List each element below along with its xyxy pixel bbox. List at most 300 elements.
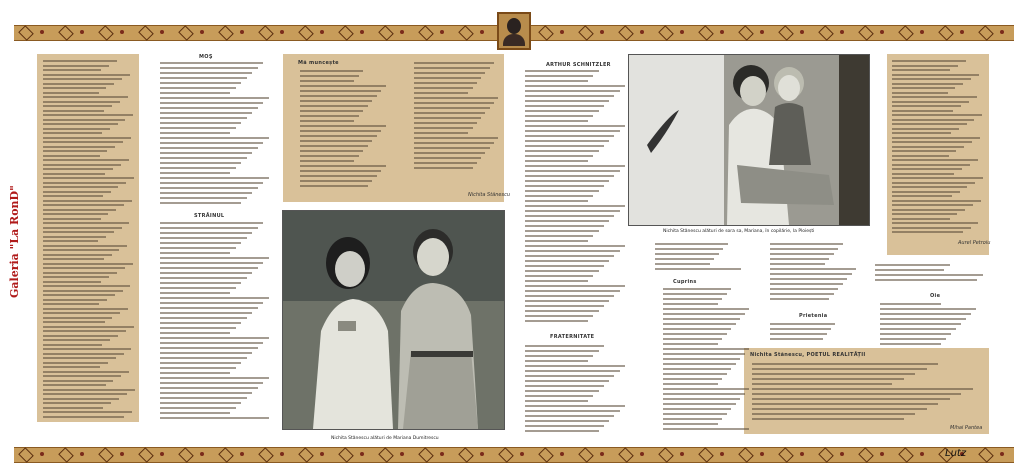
text-line — [892, 74, 979, 76]
text-line — [525, 210, 620, 212]
text-line — [43, 398, 119, 400]
text-line — [300, 170, 381, 172]
text-line — [300, 140, 372, 142]
band-ornament — [578, 25, 594, 41]
text-line — [525, 270, 599, 272]
text-line — [43, 173, 105, 175]
text-line — [43, 308, 128, 310]
text-line — [525, 185, 604, 187]
text-line — [525, 220, 609, 222]
text-line — [663, 363, 736, 365]
text-line — [880, 323, 961, 325]
text-line — [300, 85, 386, 87]
text-line — [892, 114, 982, 116]
band-ornament — [818, 25, 834, 41]
col4-mid-title: FRATERNITATE — [550, 334, 595, 340]
band-ornament — [840, 452, 844, 456]
text-line — [160, 357, 247, 359]
col2-title: MOŞ — [199, 54, 213, 60]
text-line — [160, 77, 247, 79]
text-line — [43, 353, 124, 355]
band-ornament — [480, 452, 484, 456]
band-ornament — [960, 30, 964, 34]
text-line — [160, 372, 230, 374]
text-line — [525, 310, 599, 312]
text-line — [892, 164, 970, 166]
text-line — [300, 110, 363, 112]
band-ornament — [80, 30, 84, 34]
band-ornament — [880, 30, 884, 34]
text-line — [160, 152, 252, 154]
text-line — [525, 180, 609, 182]
text-line — [770, 258, 829, 260]
text-line — [875, 274, 983, 276]
text-line — [160, 397, 247, 399]
text-line — [414, 137, 498, 139]
text-line — [43, 407, 103, 409]
text-line — [43, 105, 112, 107]
text-line — [160, 377, 269, 379]
text-line — [892, 141, 972, 143]
band-ornament — [818, 447, 834, 463]
caption-photo-children: Nichita Stănescu alături de sora sa, Mariana, în copilărie, la Ploiești — [663, 229, 815, 234]
band-ornament — [240, 452, 244, 456]
text-line — [300, 135, 377, 137]
band-ornament — [1000, 452, 1004, 456]
logo-text: Galeria "La RonD" — [8, 185, 21, 298]
galeria-la-rond-logo — [4, 170, 24, 300]
text-line — [43, 362, 108, 364]
text-line — [160, 127, 236, 129]
text-line — [43, 155, 100, 157]
text-line — [752, 408, 927, 410]
text-line — [160, 192, 252, 194]
text-line — [160, 277, 247, 279]
text-line — [300, 145, 368, 147]
band-ornament — [418, 447, 434, 463]
text-line — [892, 96, 977, 98]
text-line — [43, 222, 129, 224]
text-line — [770, 288, 838, 290]
band-ornament — [600, 452, 604, 456]
corner-signature: Lutz — [945, 448, 967, 459]
text-line — [525, 120, 588, 122]
text-line — [414, 92, 468, 94]
text-line — [43, 267, 125, 269]
text-line — [300, 150, 363, 152]
band-ornament — [760, 452, 764, 456]
text-line — [43, 294, 115, 296]
text-line — [875, 279, 977, 281]
band-ornament — [698, 25, 714, 41]
text-line — [892, 177, 983, 179]
text-line — [525, 410, 620, 412]
text-line — [300, 185, 368, 187]
text-line — [525, 230, 599, 232]
text-line — [414, 167, 473, 169]
band-ornament — [98, 25, 114, 41]
text-line — [160, 157, 247, 159]
text-line — [525, 190, 599, 192]
text-line — [770, 298, 829, 300]
text-line — [300, 120, 354, 122]
text-line — [663, 378, 722, 380]
text-line — [752, 388, 973, 390]
text-line — [160, 97, 269, 99]
band-ornament — [418, 25, 434, 41]
text-line — [752, 393, 961, 395]
band-ornament — [258, 447, 274, 463]
band-ornament — [560, 452, 564, 456]
text-line — [892, 168, 962, 170]
band-ornament — [218, 447, 234, 463]
text-line — [892, 69, 950, 71]
text-line — [663, 398, 740, 400]
text-line — [160, 87, 236, 89]
text-line — [880, 308, 976, 310]
text-line — [892, 155, 949, 157]
text-line — [160, 72, 252, 74]
text-line — [525, 240, 588, 242]
text-line — [663, 393, 745, 395]
text-line — [160, 402, 241, 404]
text-line — [160, 172, 230, 174]
text-line — [655, 248, 723, 250]
text-line — [43, 371, 129, 373]
text-line — [43, 240, 98, 242]
text-line — [160, 117, 247, 119]
text-line — [525, 130, 620, 132]
band-ornament — [538, 25, 554, 41]
text-line — [525, 390, 599, 392]
text-line — [160, 257, 269, 259]
text-line — [752, 413, 915, 415]
band-ornament — [18, 447, 34, 463]
text-line — [43, 357, 116, 359]
band-ornament — [58, 25, 74, 41]
text-line — [300, 80, 354, 82]
text-line — [892, 218, 950, 220]
band-ornament — [898, 447, 914, 463]
col7-title: Oie — [930, 293, 941, 299]
bottom-box-signature: Mihai Pantea — [950, 425, 983, 431]
text-line — [43, 69, 101, 71]
text-line — [160, 122, 241, 124]
photo-children — [628, 54, 870, 226]
text-line — [892, 173, 954, 175]
text-line — [525, 225, 604, 227]
text-line — [160, 137, 269, 139]
text-line — [875, 269, 944, 271]
text-line — [43, 177, 134, 179]
text-line — [160, 107, 258, 109]
text-line — [525, 380, 609, 382]
band-ornament — [738, 447, 754, 463]
band-ornament — [880, 452, 884, 456]
text-line — [43, 65, 109, 67]
text-line — [160, 382, 263, 384]
text-line — [414, 62, 494, 64]
text-line — [43, 380, 113, 382]
caption-photo-couple: Nichita Stănescu alături de Mariana Dumitrescu — [331, 436, 439, 441]
text-line — [525, 305, 604, 307]
text-line — [525, 405, 625, 407]
text-line — [663, 318, 740, 320]
band-ornament — [218, 25, 234, 41]
text-line — [43, 137, 131, 139]
text-line — [752, 383, 892, 385]
text-line — [160, 267, 258, 269]
text-line — [525, 115, 593, 117]
text-line — [160, 367, 236, 369]
col4-title: ARTHUR SCHNITZLER — [546, 62, 611, 68]
text-line — [43, 321, 105, 323]
text-line — [655, 243, 728, 245]
text-line — [663, 288, 731, 290]
band-ornament — [258, 25, 274, 41]
text-line — [414, 132, 468, 134]
text-line — [770, 248, 838, 250]
band-ornament — [658, 447, 674, 463]
band-ornament — [800, 452, 804, 456]
band-ornament — [40, 452, 44, 456]
text-line — [160, 387, 258, 389]
band-ornament — [920, 452, 924, 456]
text-line — [655, 253, 719, 255]
text-line — [525, 200, 588, 202]
text-line — [300, 175, 377, 177]
text-line — [770, 243, 843, 245]
text-line — [525, 140, 609, 142]
text-line — [160, 307, 258, 309]
text-line — [43, 110, 104, 112]
text-line — [43, 375, 121, 377]
text-line — [525, 375, 614, 377]
text-line — [160, 342, 263, 344]
text-line — [525, 70, 599, 72]
text-line — [892, 128, 959, 130]
text-line — [300, 125, 386, 127]
text-line — [892, 65, 958, 67]
text-line — [160, 82, 241, 84]
text-line — [752, 378, 904, 380]
band-ornament — [138, 25, 154, 41]
text-line — [160, 337, 269, 339]
band-ornament — [298, 447, 314, 463]
bottom-ornamental-band — [14, 447, 1014, 463]
text-line — [880, 318, 966, 320]
text-line — [770, 328, 831, 330]
band-ornament — [338, 447, 354, 463]
text-line — [525, 345, 604, 347]
text-line — [663, 413, 727, 415]
text-line — [892, 78, 971, 80]
text-line — [43, 254, 112, 256]
text-line — [414, 102, 494, 104]
band-ornament — [80, 452, 84, 456]
text-line — [160, 232, 252, 234]
text-line — [160, 112, 252, 114]
text-line — [525, 175, 614, 177]
text-line — [43, 290, 123, 292]
text-line — [525, 110, 599, 112]
text-line — [160, 227, 258, 229]
text-line — [43, 204, 124, 206]
text-line — [300, 105, 368, 107]
text-line — [43, 119, 125, 121]
text-line — [892, 227, 971, 229]
band-ornament — [480, 30, 484, 34]
text-line — [160, 312, 252, 314]
text-line — [752, 398, 950, 400]
text-line — [43, 402, 111, 404]
text-line — [655, 263, 710, 265]
col2-mid-title: STRĂINUL — [194, 213, 225, 219]
text-line — [160, 262, 263, 264]
text-line — [663, 408, 731, 410]
text-line — [160, 362, 241, 364]
band-ornament — [320, 30, 324, 34]
text-line — [300, 160, 354, 162]
text-line — [525, 135, 614, 137]
text-line — [160, 162, 241, 164]
text-line — [160, 252, 230, 254]
text-line — [892, 132, 951, 134]
text-line — [525, 155, 593, 157]
band-ornament — [378, 25, 394, 41]
text-line — [43, 218, 101, 220]
text-line — [300, 95, 377, 97]
text-line — [43, 227, 122, 229]
text-line — [892, 209, 965, 211]
text-line — [43, 281, 101, 283]
text-line — [43, 236, 106, 238]
text-line — [525, 400, 588, 402]
text-line — [43, 159, 129, 161]
text-line — [892, 60, 966, 62]
band-ornament — [800, 30, 804, 34]
band-ornament — [40, 30, 44, 34]
text-line — [663, 358, 740, 360]
text-line — [43, 348, 131, 350]
text-line — [525, 280, 588, 282]
text-line — [414, 82, 477, 84]
text-line — [414, 67, 490, 69]
band-ornament — [520, 452, 524, 456]
text-line — [663, 403, 736, 405]
text-line — [43, 335, 118, 337]
text-line — [43, 101, 120, 103]
text-line — [892, 231, 963, 233]
text-line — [525, 150, 599, 152]
text-line — [655, 268, 741, 270]
text-line — [414, 107, 490, 109]
text-line — [43, 326, 134, 328]
text-line — [525, 145, 604, 147]
col8-signature: Aurel Petroiu — [958, 240, 991, 246]
text-line — [43, 132, 102, 134]
text-line — [300, 155, 359, 157]
text-line — [663, 383, 718, 385]
text-line — [525, 255, 614, 257]
text-line — [43, 276, 109, 278]
text-line — [414, 87, 473, 89]
text-line — [160, 327, 236, 329]
text-line — [892, 137, 980, 139]
text-line — [43, 87, 106, 89]
text-line — [43, 123, 118, 125]
text-line — [43, 146, 115, 148]
text-line — [160, 317, 247, 319]
band-ornament — [778, 447, 794, 463]
text-line — [43, 330, 126, 332]
col3-title: Mă muncește — [298, 60, 339, 66]
text-line — [414, 122, 477, 124]
text-line — [160, 347, 258, 349]
band-ornament — [698, 447, 714, 463]
text-line — [160, 167, 236, 169]
band-ornament — [858, 447, 874, 463]
text-line — [160, 132, 230, 134]
text-line — [525, 95, 614, 97]
text-line — [875, 264, 950, 266]
text-line — [663, 293, 727, 295]
band-ornament — [658, 25, 674, 41]
text-line — [43, 191, 111, 193]
band-ornament — [320, 452, 324, 456]
band-ornament — [760, 30, 764, 34]
band-ornament — [378, 447, 394, 463]
text-line — [525, 430, 599, 432]
text-line — [160, 187, 258, 189]
text-line — [43, 384, 106, 386]
band-ornament — [498, 447, 514, 463]
text-line — [525, 85, 625, 87]
text-line — [880, 328, 956, 330]
text-line — [300, 100, 372, 102]
text-line — [43, 366, 100, 368]
text-line — [663, 418, 722, 420]
text-line — [525, 315, 593, 317]
text-line — [525, 80, 588, 82]
text-line — [160, 292, 230, 294]
text-line — [892, 146, 964, 148]
text-line — [770, 268, 856, 270]
text-line — [655, 258, 714, 260]
text-line — [663, 308, 749, 310]
text-line — [892, 87, 955, 89]
band-ornament — [98, 447, 114, 463]
text-line — [43, 249, 119, 251]
text-line — [892, 213, 957, 215]
text-line — [43, 186, 118, 188]
text-line — [663, 423, 718, 425]
text-line — [525, 420, 609, 422]
text-line — [892, 105, 961, 107]
band-ornament — [538, 447, 554, 463]
band-ornament — [298, 25, 314, 41]
band-ornament — [618, 447, 634, 463]
text-line — [43, 164, 121, 166]
band-ornament — [120, 452, 124, 456]
text-line — [525, 165, 625, 167]
text-line — [525, 75, 593, 77]
text-line — [414, 142, 494, 144]
text-line — [892, 204, 973, 206]
text-line — [160, 222, 263, 224]
text-line — [160, 147, 258, 149]
band-ornament — [138, 447, 154, 463]
